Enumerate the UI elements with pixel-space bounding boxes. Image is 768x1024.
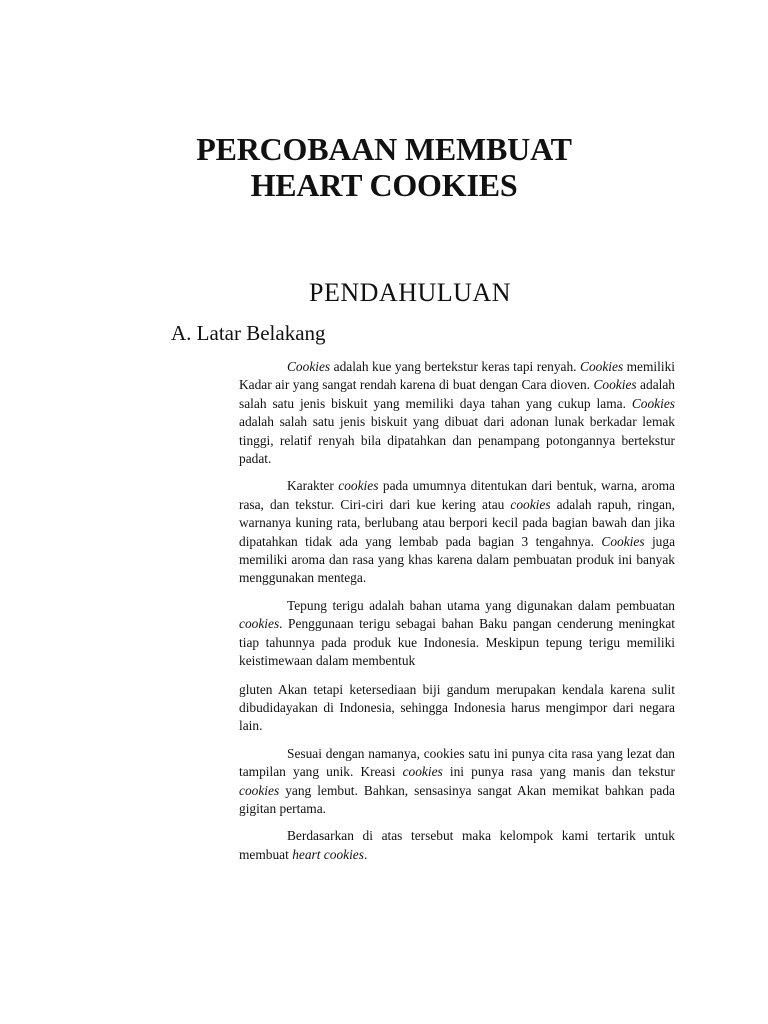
paragraph-4: Sesuai dengan namanya, cookies satu ini punya cita rasa yang lezat dan tampilan yang unik. Kreasi cookies ini punya rasa yang manis dan tekstur cookies yang lembut. Bahkan, sensasinya sangat Akan memikat bahkan pada gigitan pertama. — [239, 745, 675, 816]
paragraph-3-continued: gluten Akan tetapi ketersediaan biji gandum merupakan kendala karena sulit dibudidayakan di Indonesia, sehingga Indonesia harus mengimpor dari negara lain. — [239, 681, 675, 734]
paragraph-3: Tepung terigu adalah bahan utama yang digunakan dalam pembuatan cookies. Penggunaan terigu sebagai bahan Baku pangan cenderung meningkat tiap tahunnya pada produk kue Indonesia. Meskipun tepung terigu memiliki keistimewaan dalam membentuk — [239, 597, 675, 669]
title-line-2: HEART COOKIES — [250, 167, 518, 203]
paragraph-1: Cookies adalah kue yang bertekstur keras tapi renyah. Cookies memiliki Kadar air yang sangat rendah karena di buat dengan Cara dioven. Cookies adalah salah satu jenis biskuit yang memiliki daya tahan yang cukup lama. Cookies adalah salah satu jenis biskuit yang dibuat dari adonan lunak berkadar lemak tinggi, relatif renyah bila dipatahkan dan penampang potongannya bertekstur padat. — [239, 359, 675, 467]
section-heading: PENDAHULUAN — [309, 278, 511, 307]
title-line-1: PERCOBAAN MEMBUAT — [196, 131, 572, 167]
document-title — [0, 131, 768, 203]
paragraph-5: Berdasarkan di atas tersebut maka kelompok kami tertarik untuk membuat heart cookies. — [239, 828, 675, 862]
sub-heading: A. Latar Belakang — [171, 321, 326, 345]
document-body — [239, 358, 675, 873]
paragraph-2: Karakter cookies pada umumnya ditentukan dari bentuk, warna, aroma rasa, dan tekstur. Ciri-ciri dari kue kering atau cookies adalah rapuh, ringan, warnanya kuning rata, berlubang atau berpori kecil pada bagian bawah dan jika dipatahkan tidak ada yang lembab pada bagian 3 tengahnya. Cookies juga memiliki aroma dan rasa yang khas karena dalam pembuatan produk ini banyak menggunakan mentega. — [239, 478, 676, 586]
